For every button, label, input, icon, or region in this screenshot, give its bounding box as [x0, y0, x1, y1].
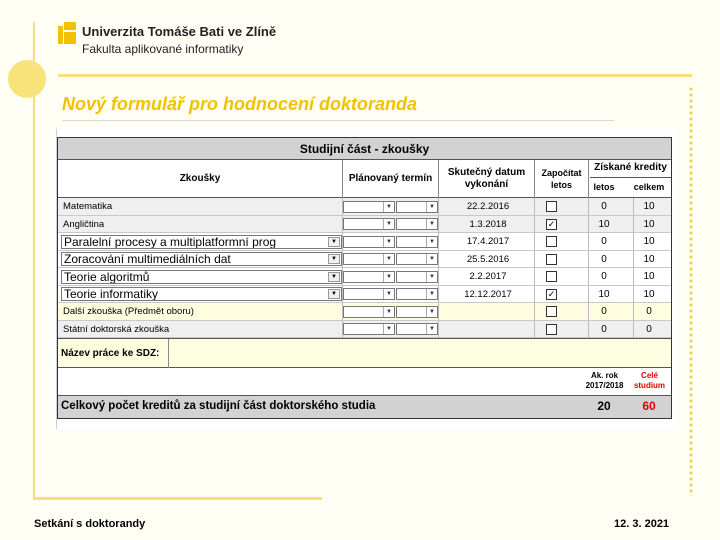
header-credits-this-year: letos: [593, 182, 615, 192]
credits-this-year: 10: [598, 288, 610, 300]
credit-this-year-checkbox[interactable]: [546, 306, 557, 317]
credits-total: 0: [646, 306, 652, 317]
chevron-down-icon[interactable]: ▼: [383, 202, 394, 212]
planned-month-dropdown[interactable]: [396, 323, 438, 335]
thesis-title-label: Název práce ke SDZ:: [61, 348, 160, 359]
planned-day-dropdown[interactable]: [343, 306, 395, 318]
credits-this-year: 0: [601, 323, 607, 335]
chevron-down-icon[interactable]: ▼: [383, 254, 394, 264]
exam-row: [58, 303, 671, 321]
chevron-down-icon[interactable]: ▼: [328, 237, 340, 247]
chevron-down-icon[interactable]: ▼: [383, 307, 394, 317]
credits-this-year: 0: [601, 306, 607, 317]
credits-this-year: 0: [601, 236, 607, 247]
evaluation-form: [57, 137, 672, 419]
planned-month-dropdown[interactable]: [396, 288, 438, 300]
exam-row: [58, 321, 671, 339]
university-logo-icon: [58, 22, 76, 46]
footer-date: 12. 3. 2021: [614, 518, 670, 530]
credits-total: 10: [643, 236, 655, 247]
actual-date: 25.5.2016: [466, 253, 510, 265]
exam-row: [58, 286, 671, 304]
credits-total: 10: [643, 201, 655, 212]
actual-date: 1.3.2018: [469, 218, 507, 230]
total-credits-row: [58, 396, 671, 418]
credits-total: 10: [643, 271, 655, 282]
exam-select[interactable]: Teorie algoritmů ▼: [61, 270, 342, 284]
exam-row: [58, 216, 671, 234]
exam-row: [58, 268, 671, 286]
exam-name: Matematika: [63, 201, 113, 212]
chevron-down-icon[interactable]: ▼: [426, 219, 437, 229]
planned-month-dropdown[interactable]: [396, 271, 438, 283]
exam-name: Státní doktorská zkouška: [63, 323, 170, 335]
frame-line-bottom: [34, 497, 322, 500]
planned-month-dropdown[interactable]: [396, 201, 438, 213]
chevron-down-icon[interactable]: ▼: [383, 289, 394, 299]
credits-total: 10: [643, 218, 655, 230]
exam-name: Angličtina: [63, 218, 105, 230]
frame-line-top: [58, 74, 692, 77]
chevron-down-icon[interactable]: ▼: [383, 219, 394, 229]
header-planned-date: Plánovaný termín: [348, 173, 433, 184]
planned-day-dropdown[interactable]: [343, 271, 395, 283]
actual-date: 17.4.2017: [466, 236, 510, 247]
thesis-title-row: [58, 338, 671, 368]
header-credits-divider: [590, 177, 671, 178]
university-name: Univerzita Tomáše Bati ve Zlíně: [82, 24, 277, 39]
exam-row: [58, 198, 671, 216]
credits-this-year: 10: [598, 218, 610, 230]
decorative-circle: [8, 60, 46, 98]
credit-this-year-checkbox[interactable]: ✓: [547, 218, 556, 229]
year-row: [58, 368, 671, 396]
planned-month-dropdown[interactable]: [396, 218, 438, 230]
header-actual-date: Skutečný datum vykonání: [447, 167, 526, 190]
planned-day-dropdown[interactable]: [343, 201, 395, 213]
credits-total: 10: [643, 288, 655, 300]
academic-year-label: Ak. rok 2017/2018: [585, 371, 624, 390]
credit-this-year-checkbox[interactable]: [546, 254, 557, 265]
spreadsheet-gutter: [50, 129, 57, 429]
chevron-down-icon[interactable]: ▼: [426, 254, 437, 264]
credit-this-year-checkbox[interactable]: [546, 236, 557, 247]
exam-select[interactable]: Paralelní procesy a multiplatformní prog ▼: [61, 235, 342, 249]
credit-this-year-checkbox[interactable]: [546, 201, 557, 212]
form-header-row: [58, 160, 671, 198]
credit-this-year-checkbox[interactable]: ✓: [547, 288, 556, 299]
planned-day-dropdown[interactable]: [343, 288, 395, 300]
planned-day-dropdown[interactable]: [343, 236, 395, 248]
header-credits: Získané kredity: [594, 162, 667, 173]
planned-month-dropdown[interactable]: [396, 253, 438, 265]
chevron-down-icon[interactable]: ▼: [426, 202, 437, 212]
planned-day-dropdown[interactable]: [343, 253, 395, 265]
actual-date: 22.2.2016: [466, 201, 510, 212]
chevron-down-icon[interactable]: ▼: [383, 237, 394, 247]
credit-this-year-checkbox[interactable]: [546, 271, 557, 282]
chevron-down-icon[interactable]: ▼: [426, 272, 437, 282]
header-credit-this-year: Započítat letos: [541, 168, 582, 190]
header-exams: Zkoušky: [179, 173, 221, 184]
exam-row: [58, 233, 671, 251]
whole-study-label: Celé studium: [633, 371, 666, 390]
credits-this-year: 0: [601, 201, 607, 212]
chevron-down-icon[interactable]: ▼: [383, 272, 394, 282]
planned-day-dropdown[interactable]: [343, 323, 395, 335]
faculty-name: Fakulta aplikované informatiky: [82, 42, 244, 56]
slide-title: Nový formulář pro hodnocení doktoranda: [62, 94, 418, 114]
exam-select[interactable]: Teorie informatiky ▼: [61, 287, 342, 301]
credits-total: 10: [643, 253, 655, 265]
footer-event: Setkání s doktorandy: [34, 518, 146, 530]
credits-this-year: 0: [601, 271, 607, 282]
header-credits-total: celkem: [633, 182, 665, 192]
credits-total: 0: [646, 323, 652, 335]
total-credits-this-year: 20: [597, 399, 611, 413]
credits-this-year: 0: [601, 253, 607, 265]
chevron-down-icon[interactable]: ▼: [426, 237, 437, 247]
exam-name: Další zkouška (Předmět oboru): [63, 306, 194, 317]
chevron-down-icon[interactable]: ▼: [383, 324, 394, 334]
chevron-down-icon[interactable]: ▼: [426, 324, 437, 334]
chevron-down-icon[interactable]: ▼: [328, 289, 340, 299]
chevron-down-icon[interactable]: ▼: [426, 289, 437, 299]
actual-date: [443, 321, 533, 338]
chevron-down-icon[interactable]: ▼: [426, 307, 437, 317]
chevron-down-icon[interactable]: ▼: [328, 272, 340, 282]
planned-month-dropdown[interactable]: [396, 236, 438, 248]
actual-date: 2.2.2017: [469, 271, 507, 282]
total-credits-label: Celkový počet kreditů za studijní část doktorského studia: [61, 400, 376, 412]
planned-day-dropdown[interactable]: [343, 218, 395, 230]
planned-month-dropdown[interactable]: [396, 306, 438, 318]
exam-rows: [58, 198, 671, 338]
chevron-down-icon[interactable]: ▼: [328, 254, 340, 264]
total-credits-all: 60: [642, 399, 656, 413]
exam-select[interactable]: Zoracování multimediálních dat ▼: [61, 252, 342, 266]
decorative-dots: [689, 86, 693, 496]
actual-date: [443, 303, 533, 320]
credit-this-year-checkbox[interactable]: [546, 324, 557, 335]
title-divider: [62, 120, 614, 121]
exam-row: [58, 251, 671, 269]
actual-date: 12.12.2017: [464, 288, 512, 300]
form-title: Studijní část - zkoušky: [58, 138, 671, 160]
